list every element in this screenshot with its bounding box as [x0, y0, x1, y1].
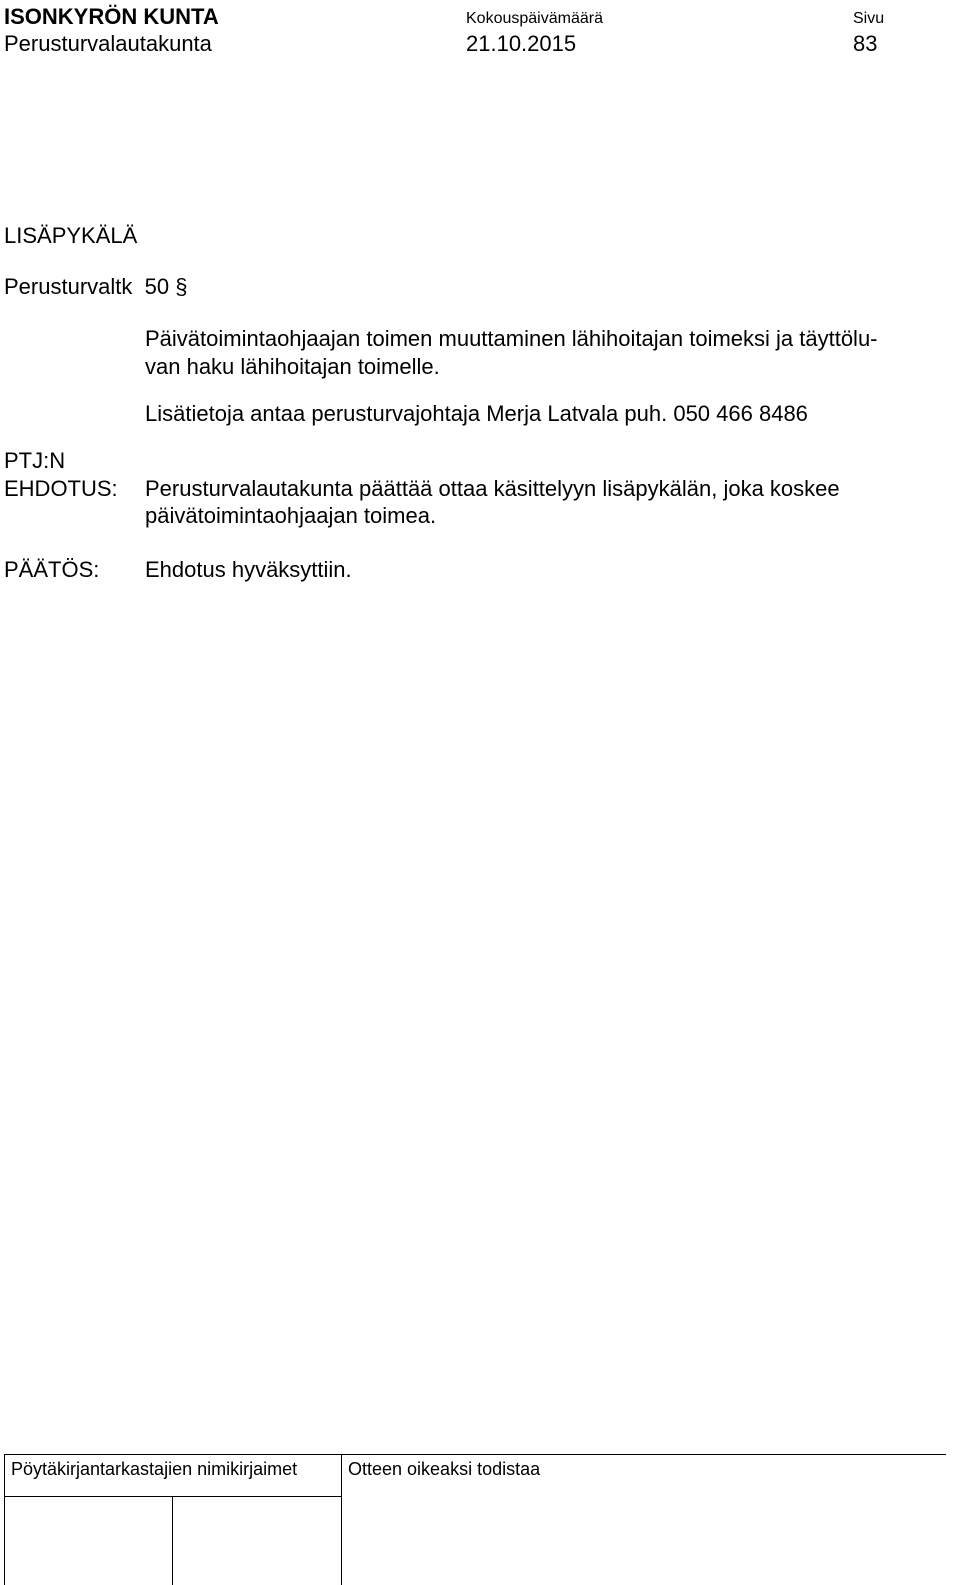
page-label: Sivu	[853, 10, 885, 27]
intro-line-1: Päivätoimintaohjaajan toimen muuttaminen lähihoitajan toimeksi ja täyttölu-	[145, 326, 878, 351]
section-reference: Perusturvaltk 50 §	[4, 274, 188, 299]
meeting-date: 21.10.2015	[466, 31, 577, 56]
page-number: 83	[853, 31, 878, 56]
decision-text: Ehdotus hyväksyttiin.	[145, 557, 352, 582]
footer-middle-line	[4, 1496, 342, 1497]
meeting-date-label: Kokouspäivämäärä	[466, 10, 603, 27]
section-title: LISÄPYKÄLÄ	[4, 223, 138, 248]
footer-left-border	[4, 1454, 5, 1585]
proposal-line-1: Perusturvalautakunta päättää ottaa käsittelyyn lisäpykälän, joka koskee	[145, 476, 840, 501]
certified-label: Otteen oikeaksi todistaa	[348, 1459, 541, 1479]
footer-top-line	[4, 1454, 946, 1455]
intro-line-2: van haku lähihoitajan toimelle.	[145, 354, 440, 379]
footer-inner-divider	[172, 1496, 173, 1585]
board-name: Perusturvalautakunta	[4, 31, 212, 56]
signatures-label: Pöytäkirjantarkastajien nimikirjaimet	[11, 1459, 298, 1479]
ptj-label: PTJ:N	[4, 448, 66, 473]
decision-label: PÄÄTÖS:	[4, 557, 100, 582]
proposal-label: EHDOTUS:	[4, 476, 118, 501]
info-text: Lisätietoja antaa perusturvajohtaja Merja Latvala puh. 050 466 8486	[145, 401, 808, 426]
footer-center-divider	[341, 1454, 342, 1585]
municipality-name: ISONKYRÖN KUNTA	[4, 4, 219, 29]
proposal-line-2: päivätoimintaohjaajan toimea.	[145, 503, 437, 528]
